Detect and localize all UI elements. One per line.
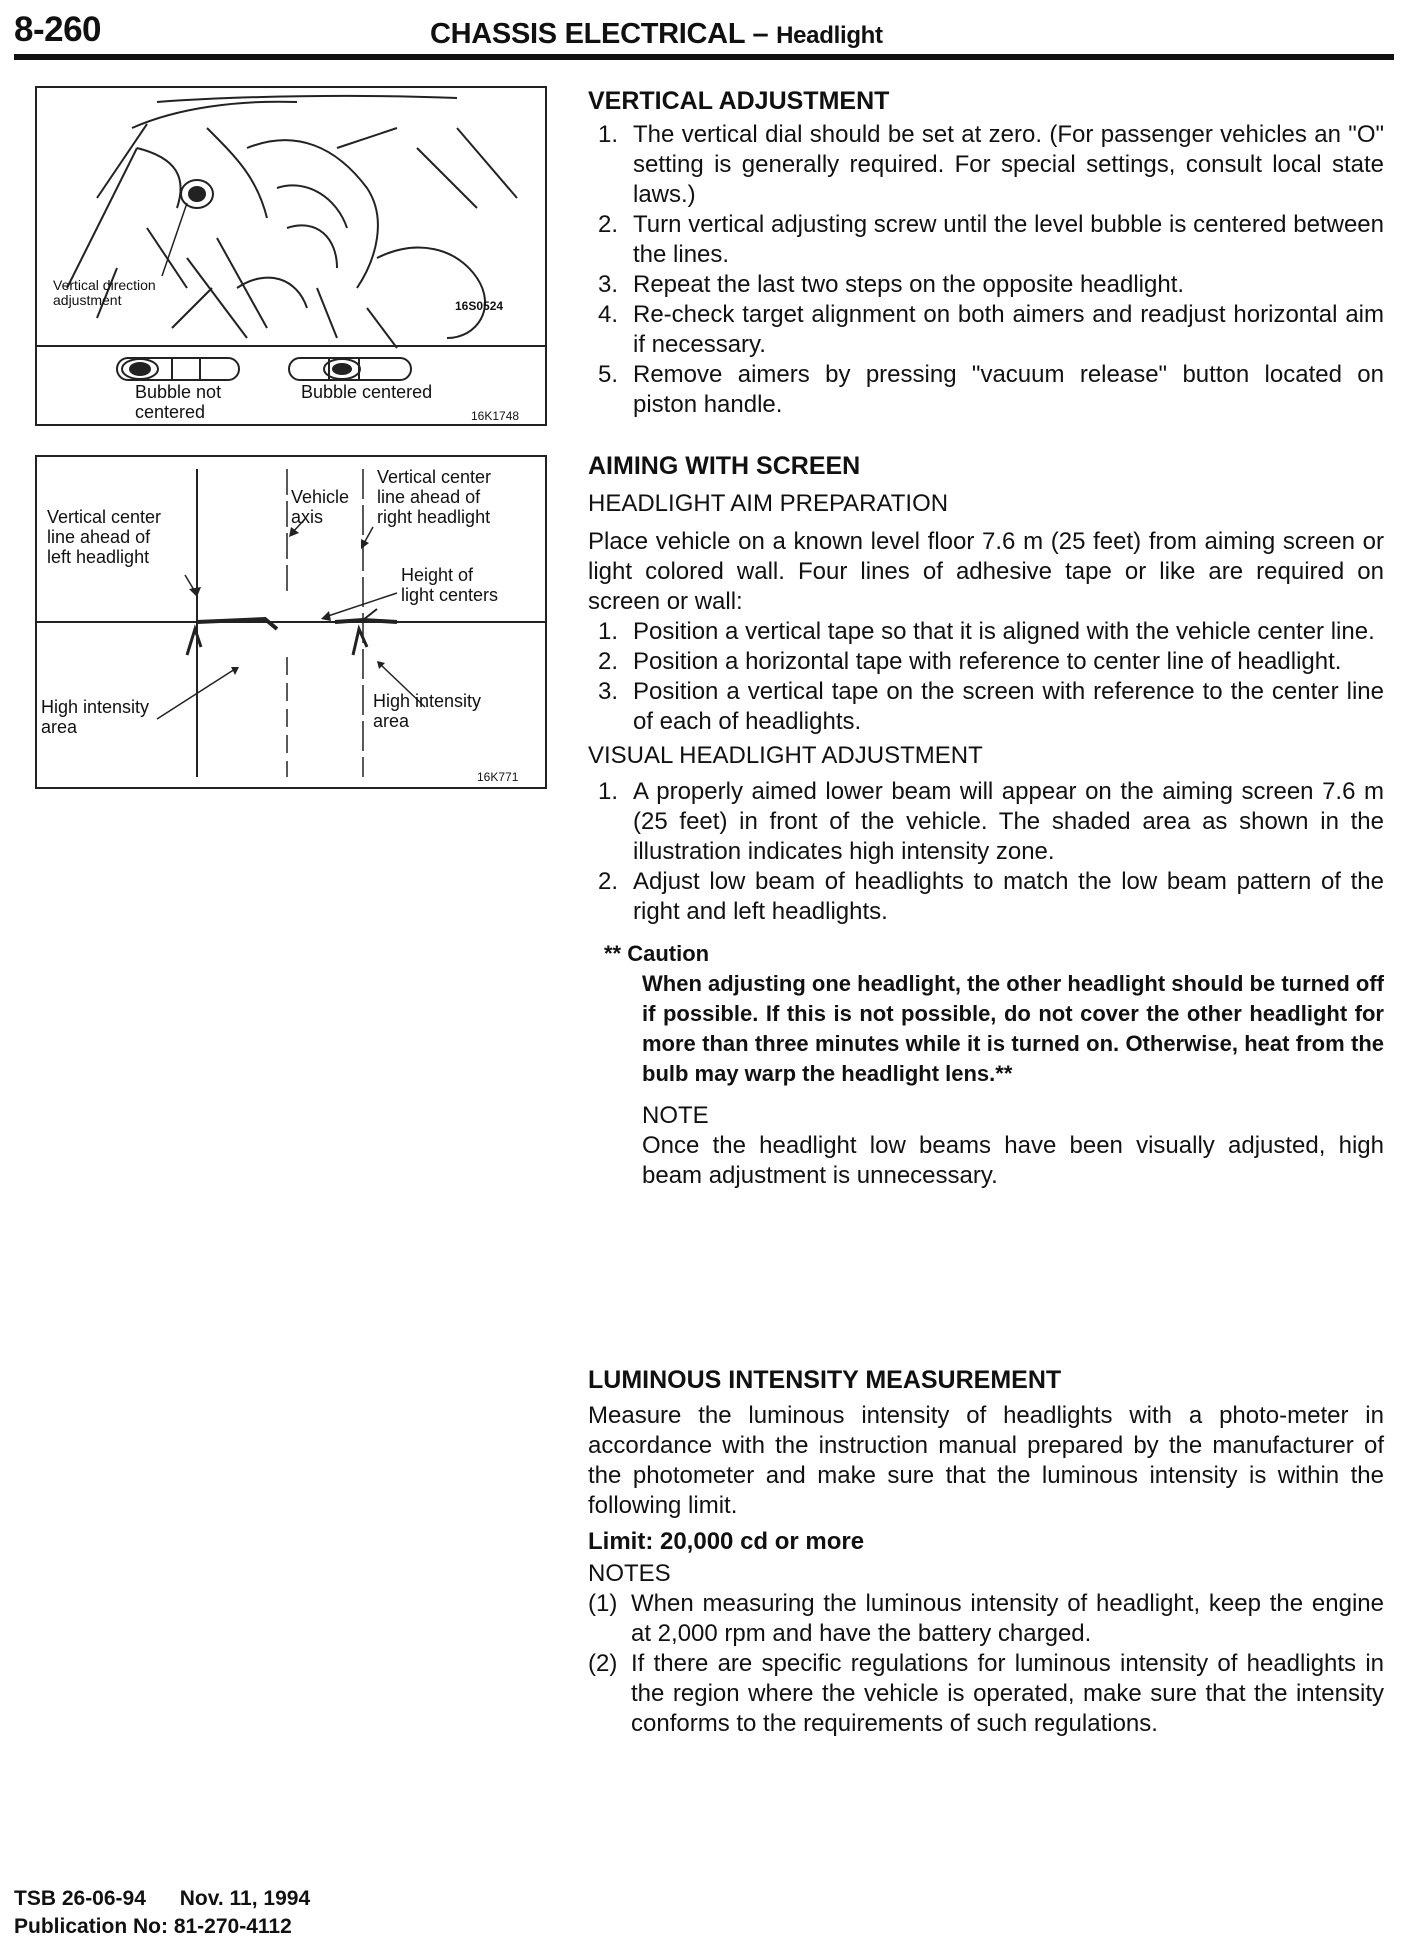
publication-number: Publication No: 81-270-4112 [14, 1915, 292, 1938]
height-line1: Height of [401, 565, 474, 585]
list-text: Re-check target alignment on both aimers and readjust horizontal aim if necessary. [633, 301, 1384, 358]
aiming-screen-figure [35, 455, 547, 789]
list-number: 3. [598, 271, 619, 298]
list-item [588, 1649, 1384, 1739]
vehicle-axis-line2: axis [291, 507, 324, 527]
height-line2: light centers [401, 585, 499, 605]
list-item [588, 617, 1384, 647]
vertical-direction-label [53, 278, 156, 308]
list-text: If there are specific regulations for luminous intensity of headlights in the region where the vehicle is operated, make sure that the intensity conforms to the requirements of such regulations. [631, 1650, 1384, 1737]
luminous-section [588, 1365, 1384, 1739]
list-item [588, 270, 1384, 300]
vertical-adjustment-heading: VERTICAL ADJUSTMENT [588, 87, 890, 115]
list-text: Repeat the last two steps on the opposite headlight. [633, 271, 1185, 298]
list-text: Adjust low beam of headlights to match the low beam pattern of the right and left headlights. [633, 868, 1384, 925]
header-rule [14, 54, 1394, 60]
luminous-text: Measure the luminous intensity of headlights with a photo-meter in accordance with the instruction manual prepared by the manufacturer of the photometer and make sure that the luminous intensity is within the following limit. [588, 1402, 1384, 1519]
list-item [588, 360, 1384, 420]
figure-code-top: 16S0524 [455, 299, 504, 313]
list-item [588, 210, 1384, 270]
page-title [430, 18, 883, 51]
caution-title: ** Caution [604, 941, 710, 966]
list-number: 1. [598, 121, 619, 148]
vertical-direction-label-line2: adjustment [53, 292, 122, 308]
figure-code: 16K771 [477, 770, 519, 784]
high-intensity-left-label [41, 697, 149, 737]
list-item [588, 647, 1384, 677]
aim-preparation-text: Place vehicle on a known level floor 7.6 m (25 feet) from aiming screen or light colored wall. Four lines of adhesive tape or like are required on screen or wall: [588, 528, 1384, 615]
vertical-adjustment-section [588, 86, 1384, 420]
section-title: CHASSIS ELECTRICAL [430, 18, 745, 50]
aimer-figure [35, 86, 547, 426]
vehicle-axis-line1: Vehicle [291, 487, 350, 507]
list-item [588, 867, 1384, 927]
aim-preparation-steps [588, 617, 1384, 737]
high-right-line1: High intensity [373, 691, 482, 711]
list-number: 5. [598, 361, 619, 388]
list-number: (1) [588, 1590, 618, 1617]
list-number: (2) [588, 1650, 618, 1677]
limit-value: Limit: 20,000 cd or more [588, 1528, 865, 1555]
high-intensity-right-label [373, 691, 481, 731]
list-text: Turn vertical adjusting screw until the level bubble is centered between the lines. [633, 211, 1384, 268]
title-dash: – [752, 18, 769, 50]
caution-block [588, 939, 1384, 1089]
list-item [588, 120, 1384, 210]
list-text: When measuring the luminous intensity of headlight, keep the engine at 2,000 rpm and have the battery charged. [631, 1590, 1384, 1647]
high-left-line2: area [41, 717, 78, 737]
note-block [588, 1101, 1384, 1191]
aimer-illustration [37, 88, 545, 424]
list-number: 1. [598, 618, 619, 645]
list-text: Position a vertical tape on the screen with reference to the center line of each of headlights. [633, 678, 1384, 735]
left-center-line1: Vertical center [47, 507, 162, 527]
vertical-adjustment-steps [588, 120, 1384, 420]
tsb-line [14, 1885, 310, 1913]
bubble-not-centered-line1: Bubble not [135, 382, 222, 402]
left-center-line-label [47, 507, 161, 567]
list-number: 2. [598, 868, 619, 895]
vehicle-axis-label [291, 487, 349, 527]
list-number: 1. [598, 778, 619, 805]
right-center-line1: Vertical center [377, 467, 492, 487]
topic-title: Headlight [776, 22, 883, 49]
right-center-line2: line ahead of [377, 487, 481, 507]
list-item [588, 1589, 1384, 1649]
list-item [588, 677, 1384, 737]
aiming-section [588, 451, 1384, 1191]
aim-preparation-heading: HEADLIGHT AIM PREPARATION [588, 490, 949, 517]
visual-adjustment-steps [588, 777, 1384, 927]
high-left-line1: High intensity [41, 697, 150, 717]
list-text: A properly aimed lower beam will appear on the aiming screen 7.6 m (25 feet) in front of the vehicle. The shaded area as shown in the illustration indicates high intensity zone. [633, 778, 1384, 865]
vertical-direction-label-line1: Vertical direction [53, 277, 156, 293]
caution-text: When adjusting one headlight, the other headlight should be turned off if possible. If this is not possible, do not cover the other headlight for more than three minutes while it is turned on. Otherwise, heat from the bulb may warp the headlight lens.** [642, 971, 1384, 1086]
list-number: 2. [598, 648, 619, 675]
right-center-line-label [377, 467, 491, 527]
list-number: 2. [598, 211, 619, 238]
page-number: 8-260 [14, 10, 102, 49]
bubble-not-centered-label [135, 382, 221, 422]
bubble-not-centered-line2: centered [135, 402, 206, 422]
left-center-line3: left headlight [47, 547, 150, 567]
list-number: 3. [598, 678, 619, 705]
list-text: Position a horizontal tape with reference to center line of headlight. [633, 648, 1342, 675]
figure-code-bottom: 16K1748 [471, 409, 520, 423]
list-text: Position a vertical tape so that it is aligned with the vehicle center line. [633, 618, 1375, 645]
list-text: Remove aimers by pressing "vacuum release" button located on piston handle. [633, 361, 1384, 418]
left-center-line2: line ahead of [47, 527, 151, 547]
list-number: 4. [598, 301, 619, 328]
tsb-date: Nov. 11, 1994 [179, 1887, 311, 1910]
aiming-heading: AIMING WITH SCREEN [588, 452, 861, 480]
high-right-line2: area [373, 711, 410, 731]
right-center-line3: right headlight [377, 507, 491, 527]
list-item [588, 300, 1384, 360]
note-text: Once the headlight low beams have been visually adjusted, high beam adjustment is unnecessary. [642, 1132, 1384, 1189]
note-title: NOTE [642, 1102, 709, 1129]
tsb-number: TSB 26-06-94 [14, 1887, 146, 1910]
height-light-centers-label [401, 565, 498, 605]
notes-list [588, 1589, 1384, 1739]
bubble-centered-label: Bubble centered [301, 382, 433, 402]
list-text: The vertical dial should be set at zero. (For passenger vehicles an "O" setting is generally required. For special settings, consult local state laws.) [633, 121, 1384, 208]
luminous-heading: LUMINOUS INTENSITY MEASUREMENT [588, 1366, 1062, 1394]
list-item [588, 777, 1384, 867]
visual-adjustment-heading: VISUAL HEADLIGHT ADJUSTMENT [588, 742, 983, 769]
notes-title: NOTES [588, 1560, 671, 1587]
